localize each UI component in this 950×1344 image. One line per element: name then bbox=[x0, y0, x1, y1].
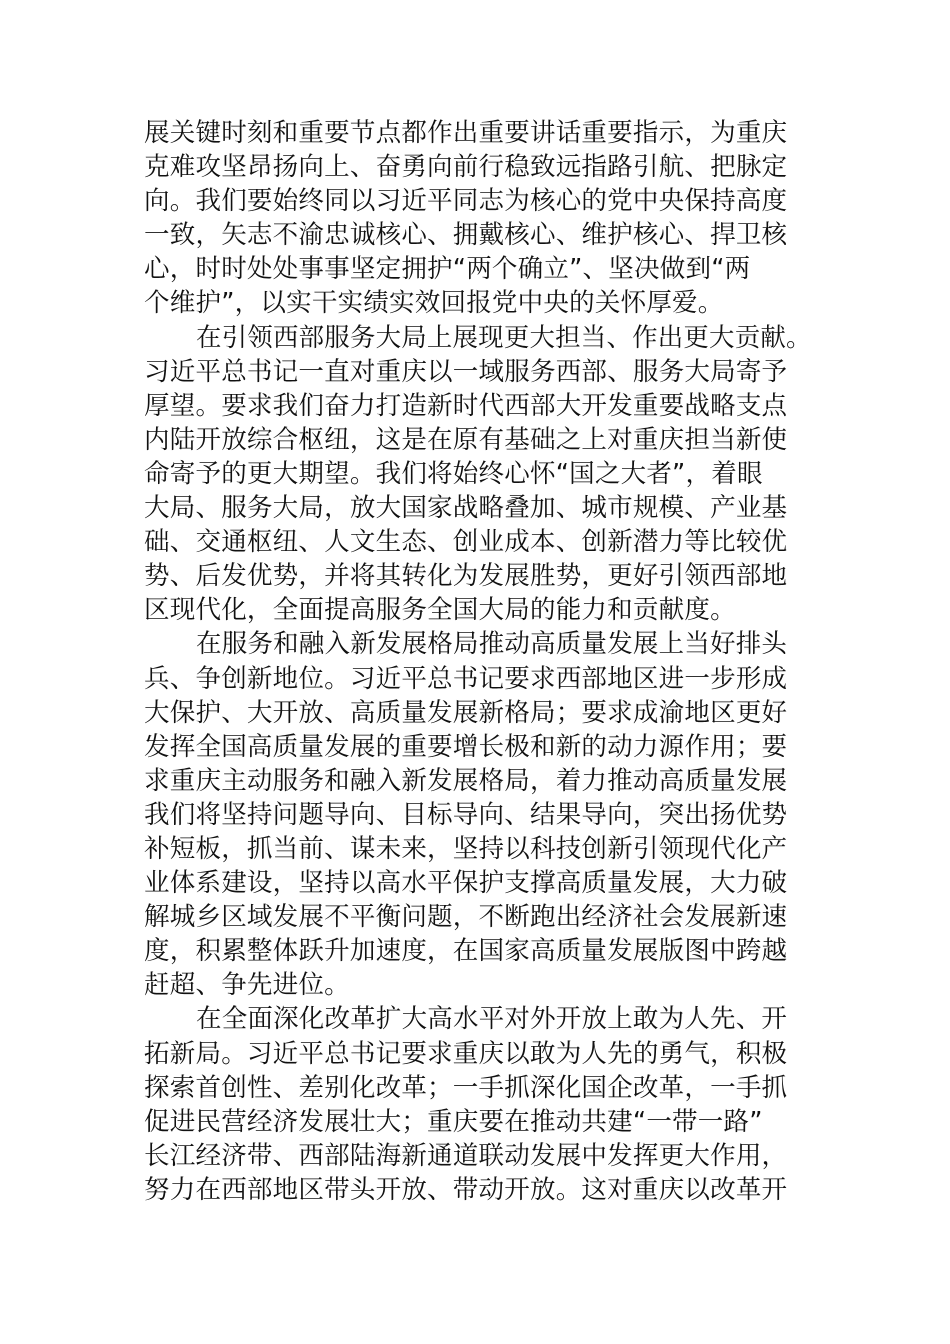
text-line: 兵、争创新地位。习近平总书记要求西部地区进一步形成 bbox=[144, 663, 788, 694]
paragraph-first-line: 在全面深化改革扩大高水平对外开放上敢为人先、开 bbox=[196, 1004, 788, 1035]
text-line: 命寄予的更大期望。我们将始终心怀“国之大者”，着眼 bbox=[144, 458, 763, 489]
text-line: 厚望。要求我们奋力打造新时代西部大开发重要战略支点 bbox=[144, 390, 788, 421]
text-line: 大局、服务大局，放大国家战略叠加、城市规模、产业基 bbox=[144, 493, 788, 524]
text-line: 内陆开放综合枢纽，这是在原有基础之上对重庆担当新使 bbox=[144, 424, 788, 455]
text-line: 补短板，抓当前、谋未来，坚持以科技创新引领现代化产 bbox=[144, 833, 788, 864]
text-line: 大保护、大开放、高质量发展新格局；要求成渝地区更好 bbox=[144, 697, 788, 728]
text-line: 促进民营经济发展壮大；重庆要在推动共建“一带一路” bbox=[144, 1106, 763, 1137]
text-line: 展关键时刻和重要节点都作出重要讲话重要指示，为重庆 bbox=[144, 118, 788, 148]
paragraph-first-line: 在引领西部服务大局上展现更大担当、作出更大贡献。 bbox=[196, 322, 812, 353]
text-line: 努力在西部地区带头开放、带动开放。这对重庆以改革开 bbox=[144, 1174, 788, 1205]
text-line: 探索首创性、差别化改革；一手抓深化国企改革，一手抓 bbox=[144, 1072, 788, 1103]
text-line: 向。我们要始终同以习近平同志为核心的党中央保持高度 bbox=[144, 186, 788, 217]
text-line: 一致，矢志不渝忠诚核心、拥戴核心、维护核心、捍卫核 bbox=[144, 220, 788, 251]
text-line: 拓新局。习近平总书记要求重庆以敢为人先的勇气，积极 bbox=[144, 1038, 788, 1069]
text-line: 长江经济带、西部陆海新通道联动发展中发挥更大作用， bbox=[144, 1140, 788, 1171]
text-line: 克难攻坚昂扬向上、奋勇向前行稳致远指路引航、把脉定 bbox=[144, 152, 788, 183]
text-line: 势、后发优势，并将其转化为发展胜势，更好引领西部地 bbox=[144, 561, 788, 592]
text-line: 度，积累整体跃升加速度，在国家高质量发展版图中跨越 bbox=[144, 936, 788, 967]
text-line: 我们将坚持问题导向、目标导向、结果导向，突出扬优势 bbox=[144, 799, 788, 830]
body-text bbox=[144, 116, 824, 1207]
text-line: 发挥全国高质量发展的重要增长极和新的动力源作用；要 bbox=[144, 731, 788, 762]
paragraph-first-line: 在服务和融入新发展格局推动高质量发展上当好排头 bbox=[196, 629, 788, 660]
text-line: 解城乡区域发展不平衡问题，不断跑出经济社会发展新速 bbox=[144, 902, 788, 933]
text-line: 区现代化，全面提高服务全国大局的能力和贡献度。 bbox=[144, 595, 736, 626]
text-line: 业体系建设，坚持以高水平保护支撑高质量发展，大力破 bbox=[144, 868, 788, 899]
text-line: 个维护”，以实干实绩实效回报党中央的关怀厚爱。 bbox=[144, 288, 724, 319]
text-line: 础、交通枢纽、人文生态、创业成本、创新潜力等比较优 bbox=[144, 527, 788, 558]
text-line: 赶超、争先进位。 bbox=[144, 970, 350, 1001]
text-line: 求重庆主动服务和融入新发展格局，着力推动高质量发展 bbox=[144, 765, 788, 796]
text-line: 心，时时处处事事坚定拥护“两个确立”、坚决做到“两 bbox=[144, 254, 751, 285]
text-line: 习近平总书记一直对重庆以一域服务西部、服务大局寄予 bbox=[144, 356, 788, 387]
